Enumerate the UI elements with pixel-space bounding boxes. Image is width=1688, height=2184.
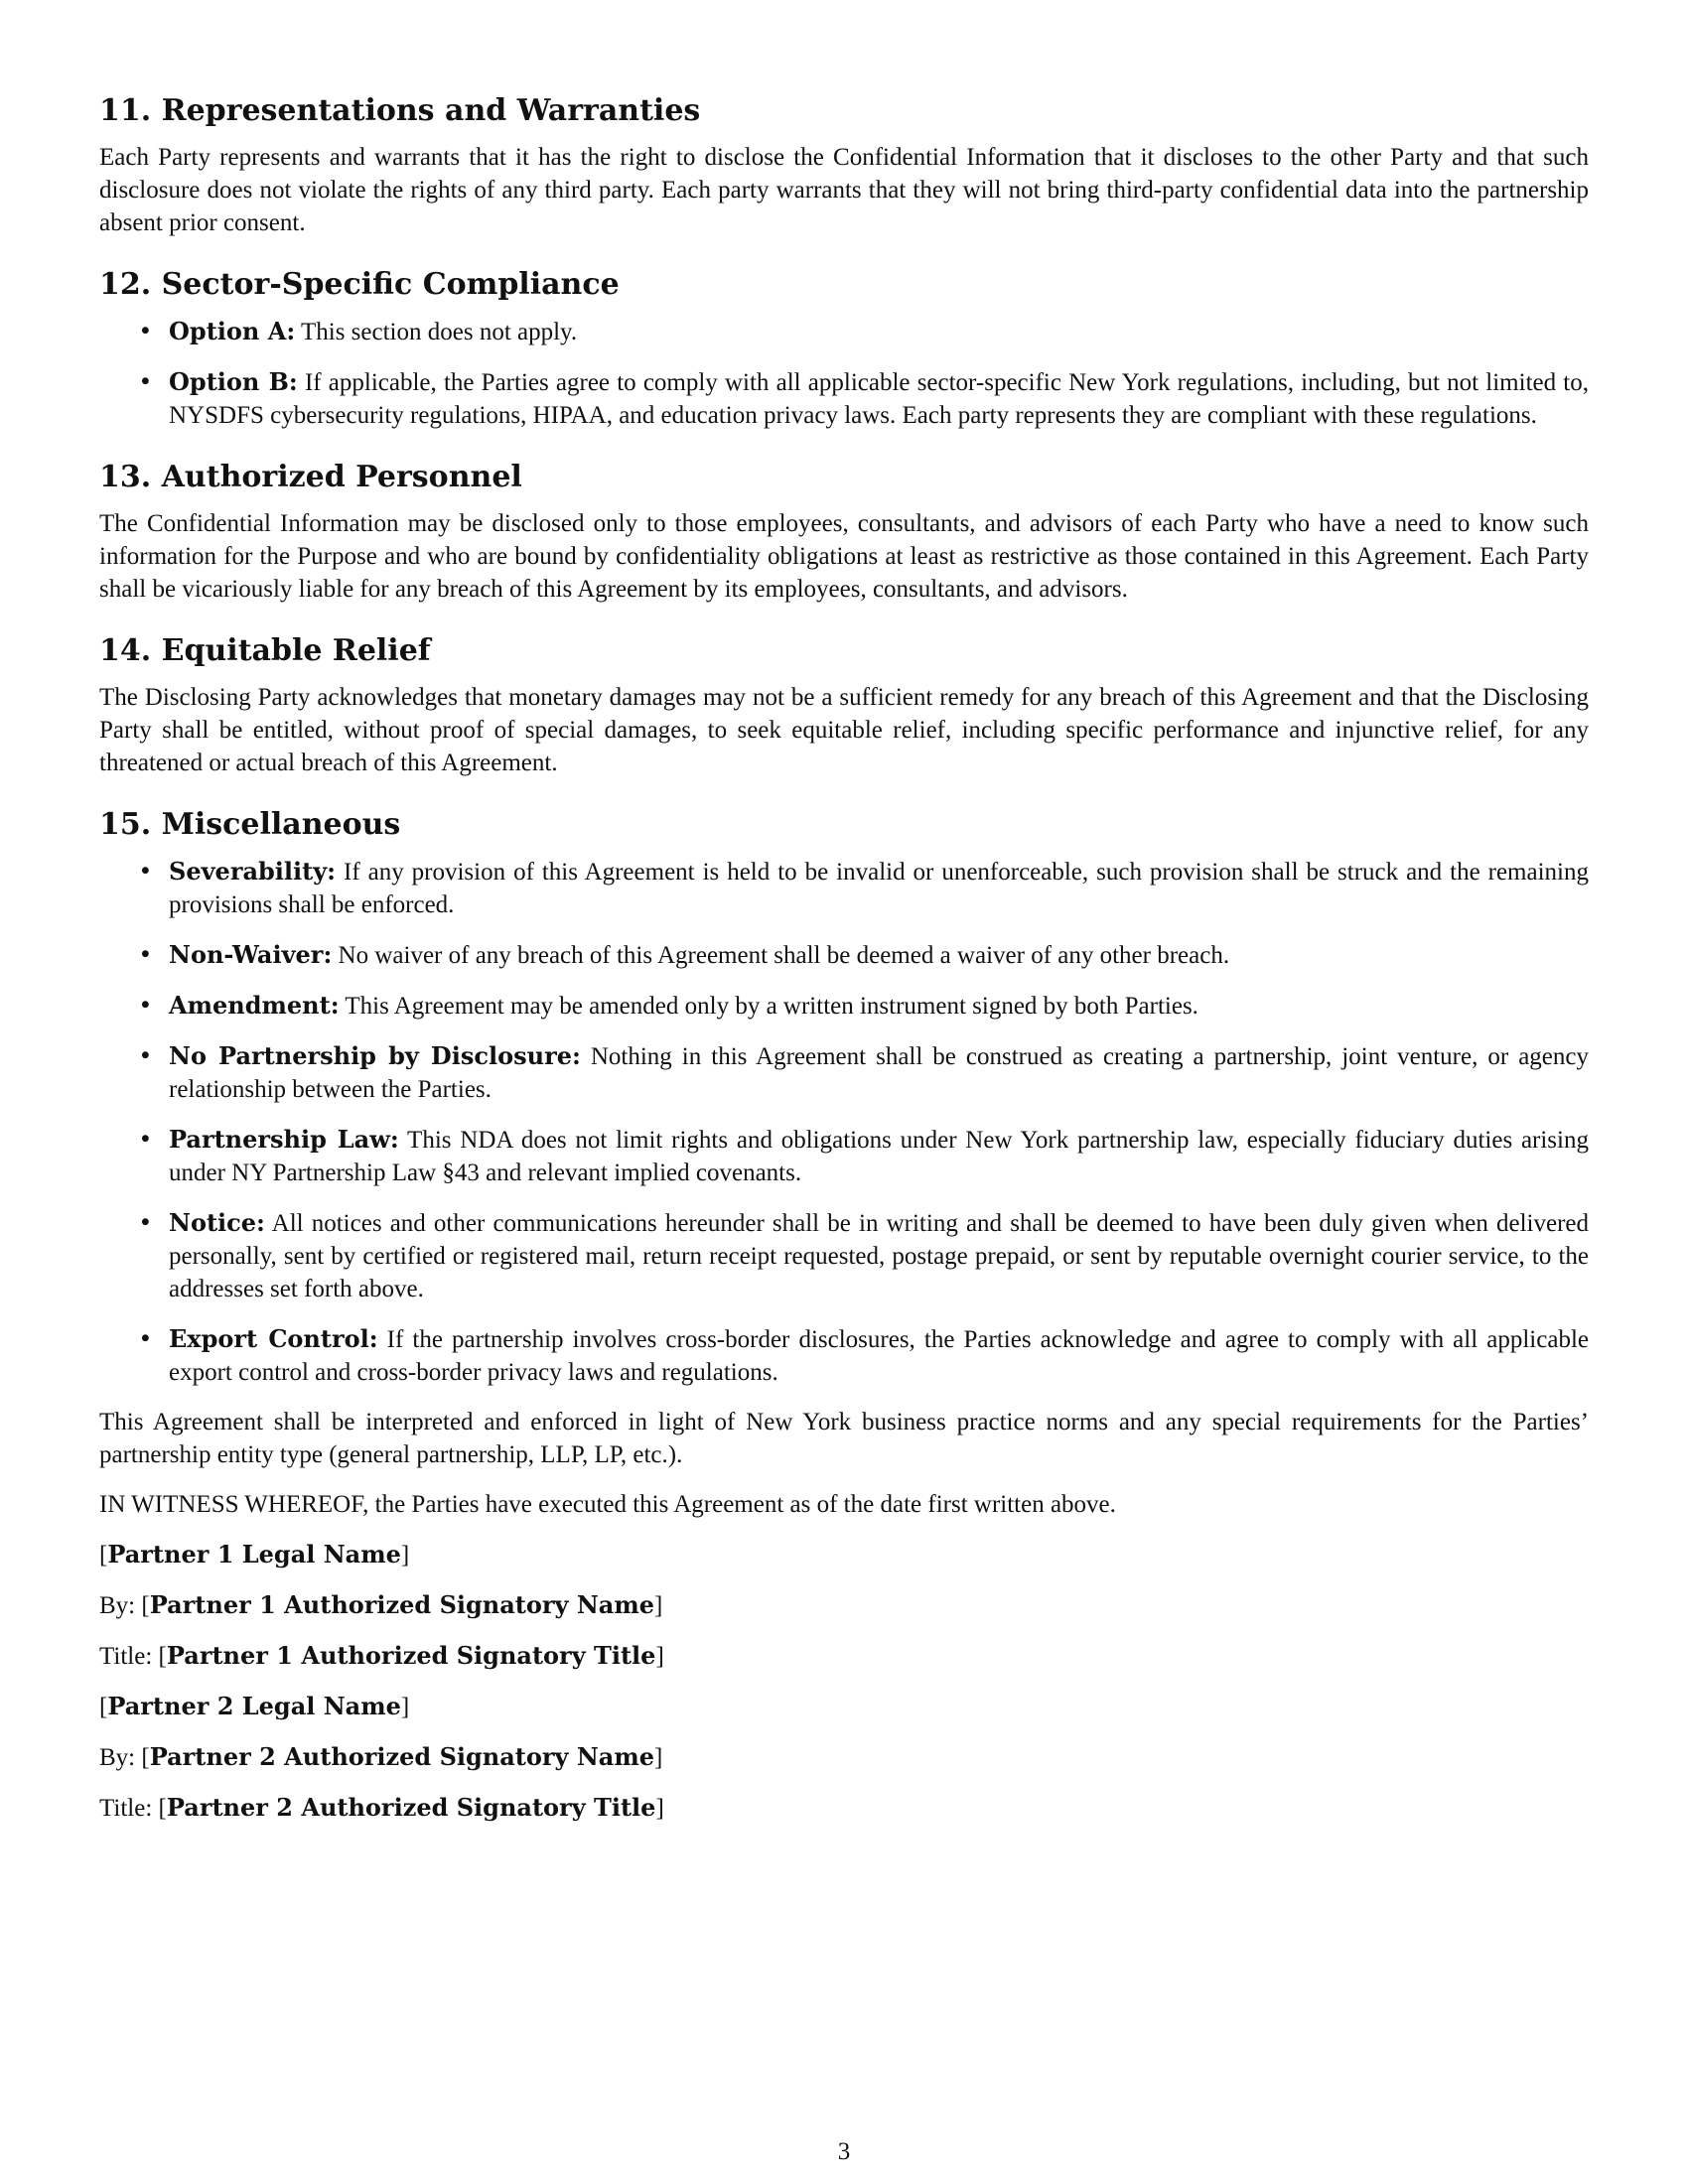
item-text: No waiver of any breach of this Agreement shall be deemed a waiver of any other breach. — [332, 942, 1230, 969]
item-label: Severability: — [169, 857, 337, 886]
page-number: 3 — [837, 2138, 851, 2165]
partner2-signatory-name: Partner 2 Authorized Signatory Name — [149, 1742, 654, 1771]
partner1-signatory-name: Partner 1 Authorized Signatory Name — [149, 1590, 654, 1619]
section-15 — [99, 805, 1589, 1389]
section-heading: 12. Sector-Specific Compliance — [99, 267, 620, 302]
witness-clause: IN WITNESS WHEREOF, the Parties have executed this Agreement as of the date first written above. — [99, 1491, 1116, 1518]
item-label: Notice: — [169, 1208, 265, 1237]
bracket: ] — [400, 1694, 410, 1720]
partner1-by-line — [99, 1588, 1589, 1622]
bullet-icon: • — [141, 858, 150, 885]
bracket: [ — [141, 1744, 150, 1771]
bracket: ] — [655, 1795, 664, 1822]
list-item — [141, 1322, 1589, 1389]
section-heading: 13. Authorized Personnel — [99, 460, 522, 494]
section-12 — [99, 265, 1589, 432]
bullet-icon: • — [141, 368, 150, 395]
section-13 — [99, 458, 1589, 606]
item-label: Export Control: — [169, 1324, 378, 1353]
partner1-signatory-title: Partner 1 Authorized Signatory Title — [166, 1641, 656, 1670]
bracket: ] — [400, 1542, 410, 1569]
by-prefix: By: — [99, 1744, 142, 1771]
item-text: This section does not apply. — [295, 319, 578, 345]
partner2-by-line — [99, 1740, 1589, 1774]
closing-block — [99, 1406, 1589, 1521]
list-item — [141, 1039, 1589, 1106]
section-14 — [99, 631, 1589, 779]
list-item — [141, 855, 1589, 921]
bracket: [ — [99, 1542, 108, 1569]
item-label: No Partnership by Disclosure: — [169, 1041, 581, 1070]
bracket: ] — [655, 1643, 664, 1670]
bullet-icon: • — [141, 941, 150, 968]
section-heading: 11. Representations and Warranties — [99, 93, 701, 128]
partner1-legal-name-line — [99, 1538, 1589, 1571]
partner1-legal-name: Partner 1 Legal Name — [107, 1540, 401, 1569]
bullet-list — [99, 855, 1589, 1389]
bracket: [ — [158, 1795, 167, 1822]
bullet-icon: • — [141, 1209, 150, 1236]
section-heading: 14. Equitable Relief — [99, 633, 431, 668]
bullet-icon: • — [141, 992, 150, 1019]
bullet-icon: • — [141, 318, 150, 344]
list-item — [141, 365, 1589, 432]
item-text: If applicable, the Parties agree to comply with all applicable sector-specific New York regulations, including, but not limited to, NYSDFS cybersecurity regulations, HIPAA, and education privacy laws. Each party represents they are compliant with these regulations. — [169, 369, 1589, 429]
section-body: Each Party represents and warrants that it has the right to disclose the Confidential Information that it discloses to the other Party and that such disclosure does not violate the rights of any third party. Each party warrants that they will not bring third-party confidential data into the partnership absent prior consent. — [99, 144, 1589, 236]
bullet-list — [99, 315, 1589, 432]
item-label: Amendment: — [169, 991, 340, 1020]
item-text: All notices and other communications hereunder shall be in writing and shall be deemed to have been duly given when delivered personally, sent by certified or registered mail, return receipt requested, postage prepaid, or sent by reputable overnight courier service, to the addresses set forth above. — [169, 1210, 1589, 1302]
list-item — [141, 1206, 1589, 1305]
item-text: If the partnership involves cross-border disclosures, the Parties acknowledge and agree to comply with all applicable export control and cross-border privacy laws and regulations. — [169, 1326, 1589, 1386]
document-page — [99, 91, 1589, 1842]
bracket: [ — [158, 1643, 167, 1670]
bracket: [ — [99, 1694, 108, 1720]
item-label: Non-Waiver: — [169, 940, 333, 969]
title-prefix: Title: — [99, 1643, 159, 1670]
item-text: This NDA does not limit rights and obligations under New York partnership law, especially fiduciary duties arising under NY Partnership Law §43 and relevant implied covenants. — [169, 1127, 1589, 1186]
title-prefix: Title: — [99, 1795, 159, 1822]
partner2-title-line — [99, 1791, 1589, 1825]
by-prefix: By: — [99, 1592, 142, 1619]
partner1-title-line — [99, 1639, 1589, 1673]
bracket: [ — [141, 1592, 150, 1619]
bullet-icon: • — [141, 1126, 150, 1153]
item-text: Nothing in this Agreement shall be construed as creating a partnership, joint venture, or agency relationship between the Parties. — [169, 1043, 1589, 1103]
bracket: ] — [654, 1592, 663, 1619]
signature-block — [99, 1538, 1589, 1825]
partner2-signatory-title: Partner 2 Authorized Signatory Title — [166, 1793, 656, 1822]
section-body: The Disclosing Party acknowledges that monetary damages may not be a sufficient remedy for any breach of this Agreement and that the Disclosing Party shall be entitled, without proof of special damages, to seek equitable relief, including specific performance and injunctive relief, for any threatened or actual breach of this Agreement. — [99, 684, 1589, 776]
item-text: This Agreement may be amended only by a written instrument signed by both Parties. — [339, 993, 1198, 1020]
item-label: Partnership Law: — [169, 1125, 399, 1154]
bullet-icon: • — [141, 1042, 150, 1069]
section-body: The Confidential Information may be disclosed only to those employees, consultants, and advisors of each Party who have a need to know such information for the Purpose and who are bound by confidentiality obligations at least as restrictive as those contained in this Agreement. Each Party shall be vicariously liable for any breach of this Agreement by its employees, consultants, and advisors. — [99, 510, 1589, 603]
bullet-icon: • — [141, 1325, 150, 1352]
bracket: ] — [654, 1744, 663, 1771]
list-item — [141, 989, 1589, 1023]
section-heading: 15. Miscellaneous — [99, 807, 401, 842]
item-text: If any provision of this Agreement is held to be invalid or unenforceable, such provision shall be struck and the remaining provisions shall be enforced. — [169, 859, 1589, 918]
interpretation-clause: This Agreement shall be interpreted and enforced in light of New York business practice norms and any special requirements for the Parties’ partnership entity type (general partnership, LLP, LP, etc.). — [99, 1409, 1589, 1468]
partner2-legal-name-line — [99, 1690, 1589, 1723]
item-label: Option B: — [169, 367, 298, 396]
list-item — [141, 315, 1589, 348]
list-item — [141, 1123, 1589, 1189]
partner2-legal-name: Partner 2 Legal Name — [107, 1692, 401, 1720]
list-item — [141, 938, 1589, 972]
section-11 — [99, 91, 1589, 239]
item-label: Option A: — [169, 317, 296, 345]
